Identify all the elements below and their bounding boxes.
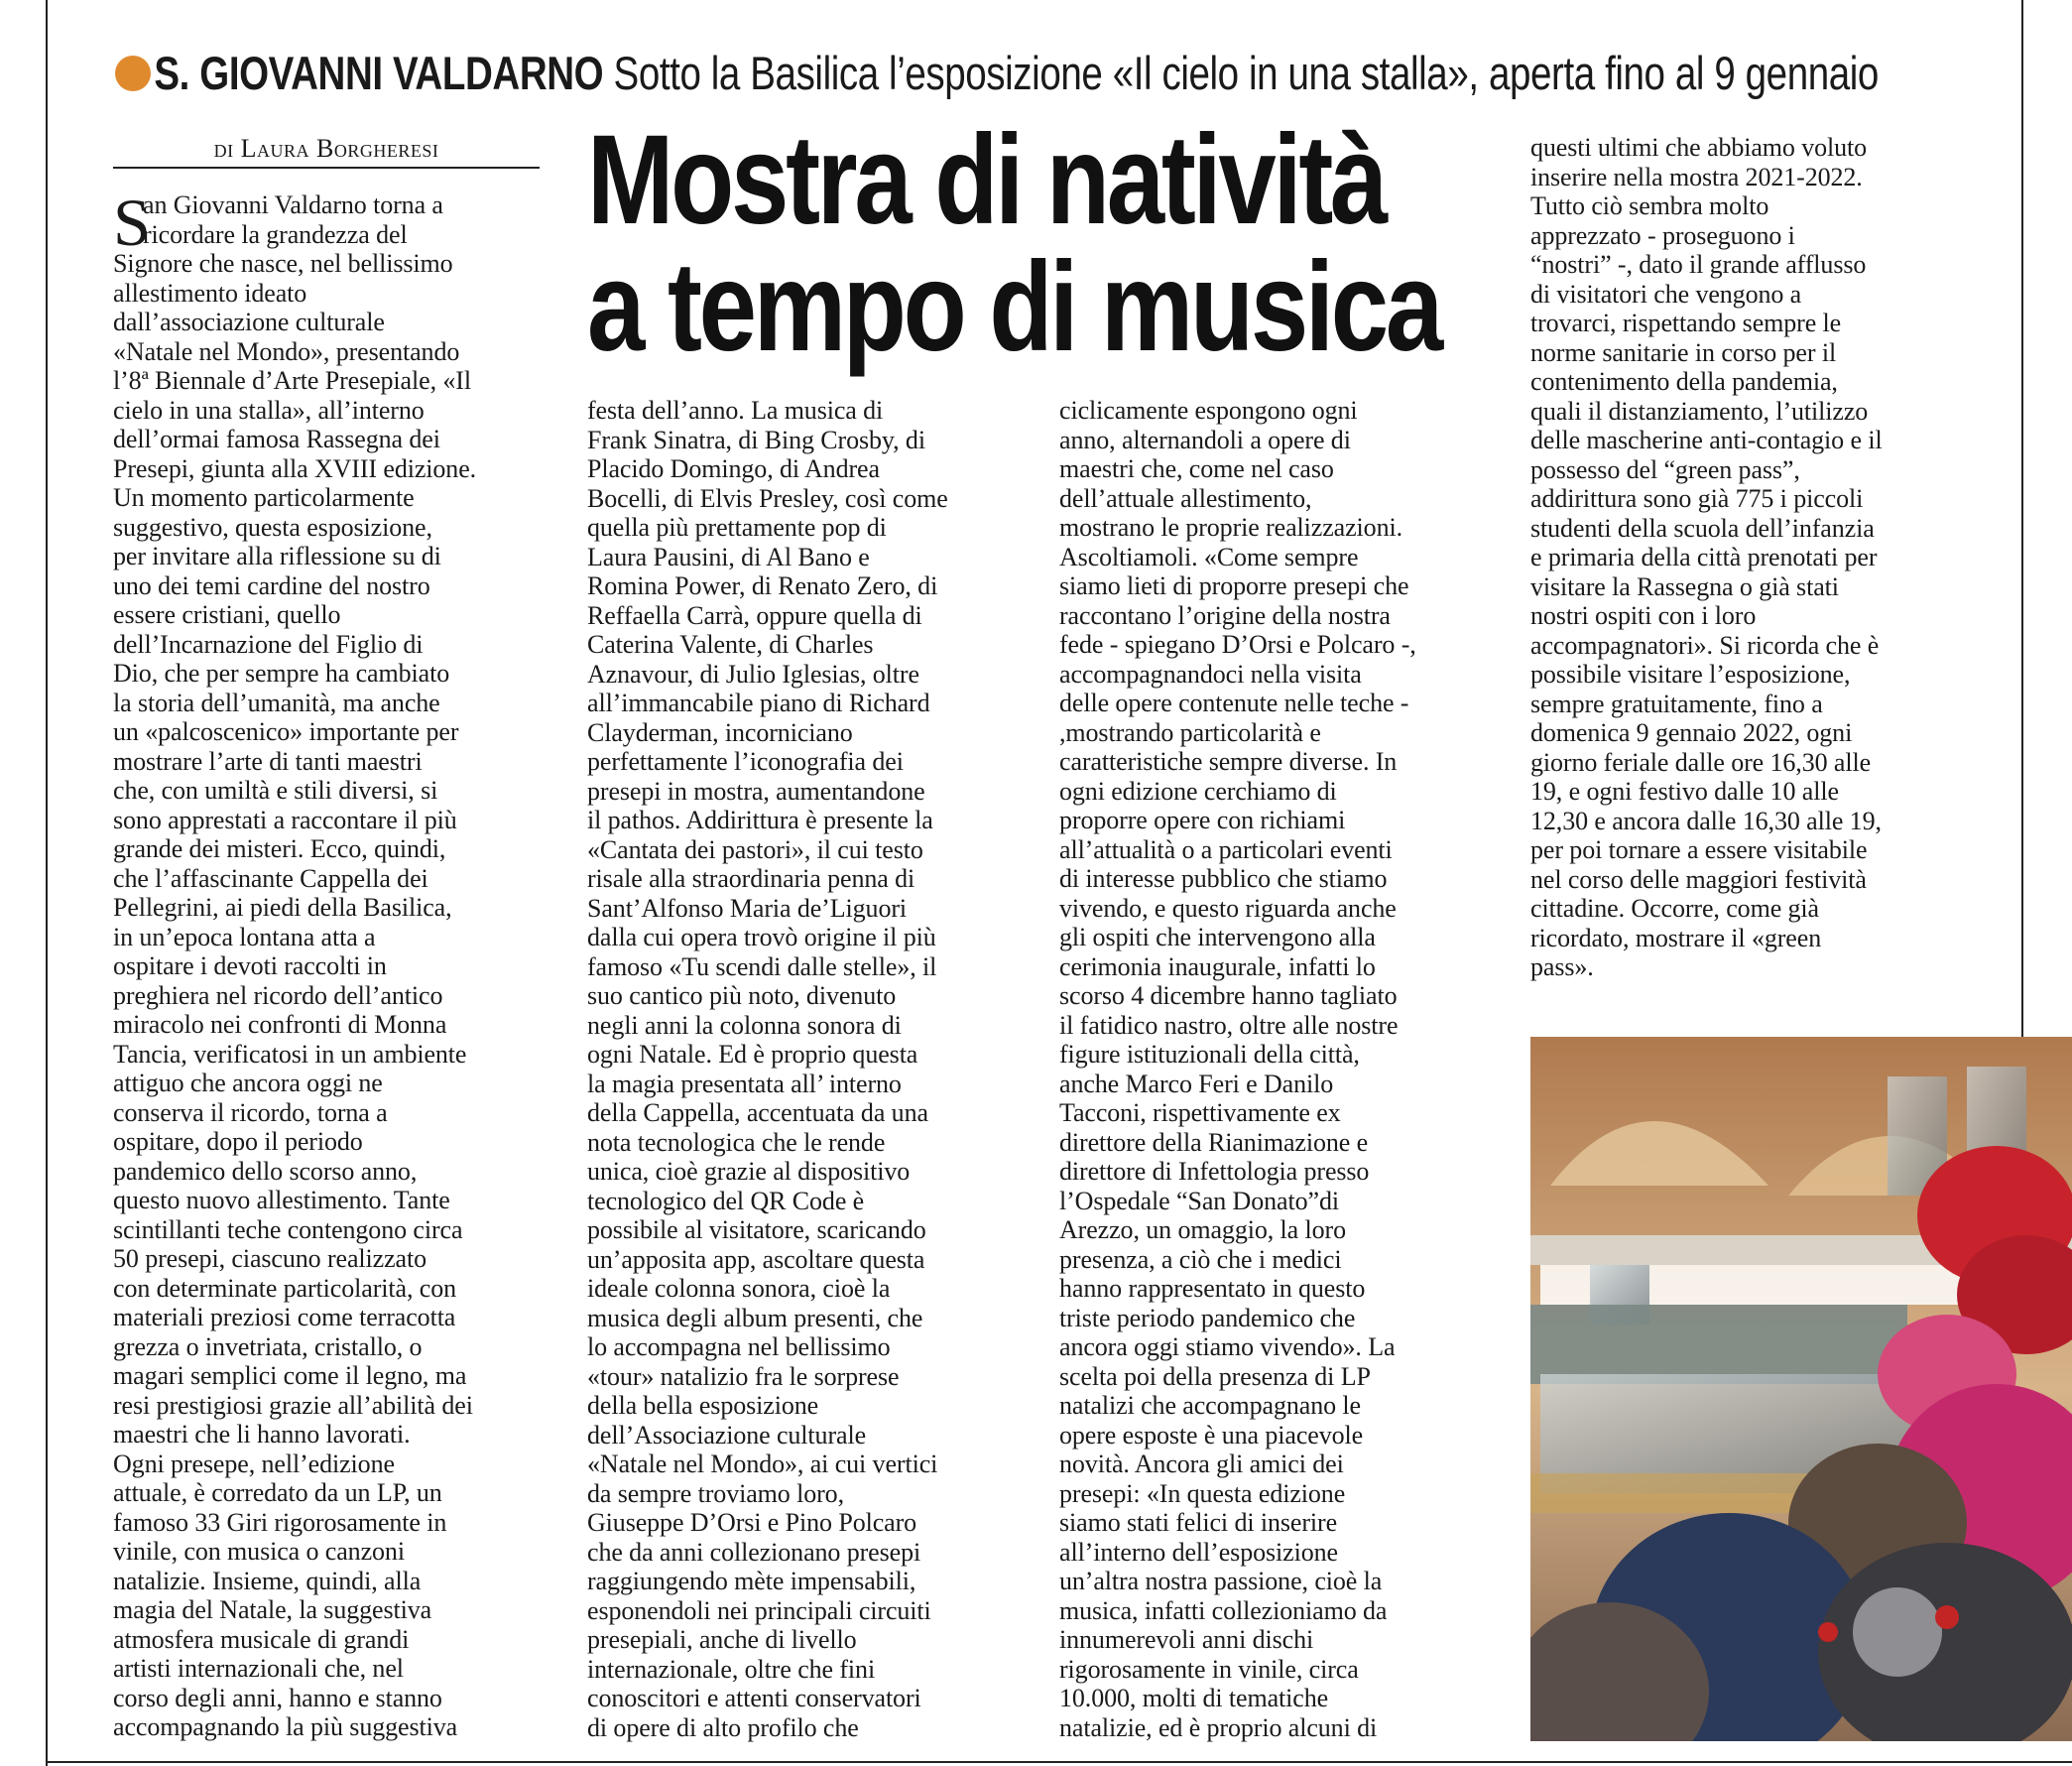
text-line: l’8ª Biennale d’Arte Presepiale, «Il bbox=[113, 366, 471, 395]
article-column-2 bbox=[587, 396, 948, 1742]
text-line: an Giovanni Valdarno torna a bbox=[143, 190, 443, 219]
text-line: cielo in una stalla», all’interno bbox=[113, 395, 425, 425]
text-line: siamo lieti di proporre presepi che bbox=[1059, 571, 1409, 600]
headline-line-1: Mostra di natività bbox=[587, 109, 1386, 251]
text-line: Bocelli, di Elvis Presley, così come bbox=[587, 483, 948, 513]
text-line: contenimento della pandemia, bbox=[1530, 367, 1838, 396]
text-line: rigorosamente in vinile, circa bbox=[1059, 1654, 1359, 1684]
text-line: presepi: «In questa edizione bbox=[1059, 1478, 1346, 1508]
text-line: Laura Pausini, di Al Bano e bbox=[587, 542, 870, 571]
text-line: «Natale nel Mondo», presentando bbox=[113, 336, 460, 366]
bottom-rule bbox=[46, 1761, 2072, 1763]
text-line: suggestivo, questa esposizione, bbox=[113, 512, 432, 542]
text-line: l’Ospedale “San Donato”di bbox=[1059, 1186, 1339, 1215]
text-line: dell’Incarnazione del Figlio di bbox=[113, 629, 424, 659]
text-line: visitare la Rassegna o già stati bbox=[1530, 571, 1839, 601]
text-line: corso degli anni, hanno e stanno bbox=[113, 1683, 442, 1712]
article-column-4 bbox=[1530, 133, 1883, 982]
text-line: nel corso delle maggiori festività bbox=[1530, 864, 1867, 894]
text-line: festa dell’anno. La musica di bbox=[587, 396, 884, 425]
text-line: ciclicamente espongono ogni bbox=[1059, 396, 1358, 425]
text-line: direttore della Rianimazione e bbox=[1059, 1127, 1369, 1157]
text-line: possibile al visitatore, scaricando bbox=[587, 1215, 926, 1244]
text-line: norme sanitarie in corso per il bbox=[1530, 337, 1837, 367]
text-line: allestimento ideato bbox=[113, 278, 307, 308]
text-line: Romina Power, di Renato Zero, di bbox=[587, 571, 938, 600]
text-line: accompagnando la più suggestiva bbox=[113, 1712, 458, 1741]
text-line: dell’Associazione culturale bbox=[587, 1420, 867, 1450]
photo-illustration bbox=[1530, 1037, 2072, 1741]
text-line: presepi in mostra, aumentandone bbox=[587, 776, 925, 806]
text-line: Arezzo, un omaggio, la loro bbox=[1059, 1215, 1346, 1244]
kicker-text: Sotto la Basilica l’esposizione «Il cielo in una stalla», aperta fino al 9 gennaio bbox=[613, 47, 1879, 99]
text-line: Un momento particolarmente bbox=[113, 483, 415, 512]
text-line: attiguo che ancora oggi ne bbox=[113, 1069, 383, 1097]
text-line: miracolo nei confronti di Monna bbox=[113, 1010, 447, 1039]
text-line: musica, infatti collezioniamo da bbox=[1059, 1595, 1388, 1625]
text-line: gli ospiti che intervengono alla bbox=[1059, 923, 1376, 951]
text-line: mostrano le proprie realizzazioni. bbox=[1059, 513, 1403, 542]
kicker-place: S. GIOVANNI VALDARNO bbox=[154, 47, 604, 99]
text-line: famoso 33 Giri rigorosamente in bbox=[113, 1507, 447, 1537]
text-line: cittadine. Occorre, come già bbox=[1530, 894, 1819, 923]
text-line: esponendoli nei principali circuiti bbox=[587, 1595, 931, 1625]
text-line: ricordato, mostrare il «green bbox=[1530, 923, 1822, 952]
text-line: ospitare i devoti raccolti in bbox=[113, 951, 387, 980]
text-line: anno, alternandoli a opere di bbox=[1059, 425, 1351, 454]
text-line: triste periodo pandemico che bbox=[1059, 1303, 1356, 1332]
text-line: Pellegrini, ai piedi della Basilica, bbox=[113, 893, 452, 922]
text-line: scintillanti teche contengono circa bbox=[113, 1214, 463, 1244]
text-line: presepiali, anche di livello bbox=[587, 1625, 857, 1654]
text-line: 19, e ogni festivo dalle 10 alle bbox=[1530, 777, 1839, 806]
text-line: vinile, con musica o canzoni bbox=[113, 1537, 405, 1566]
right-column-rule bbox=[2021, 0, 2023, 1040]
text-line: conserva il ricordo, torna a bbox=[113, 1097, 388, 1127]
text-line: dalla cui opera trovò origine il più bbox=[587, 923, 936, 951]
text-line: delle opere contenute nelle teche - bbox=[1059, 689, 1409, 717]
byline-rule bbox=[113, 167, 540, 169]
text-line: Ogni presepe, nell’edizione bbox=[113, 1449, 395, 1478]
text-line: preghiera nel ricordo dell’antico bbox=[113, 980, 443, 1010]
text-line: attuale, è corredato da un LP, un bbox=[113, 1478, 442, 1507]
text-line: Clayderman, incorniciano bbox=[587, 717, 853, 747]
headline bbox=[587, 109, 1440, 378]
text-line: novità. Ancora gli amici dei bbox=[1059, 1450, 1344, 1478]
text-line: di interesse pubblico che stiamo bbox=[1059, 864, 1388, 893]
text-line: siamo stati felici di inserire bbox=[1059, 1508, 1338, 1537]
text-line: Placido Domingo, di Andrea bbox=[587, 454, 880, 483]
text-line: uno dei temi cardine del nostro bbox=[113, 570, 430, 600]
text-line: inserire nella mostra 2021-2022. bbox=[1530, 162, 1863, 191]
text-line: studenti della scuola dell’infanzia bbox=[1530, 513, 1875, 543]
text-line: magari semplici come il legno, ma bbox=[113, 1361, 467, 1390]
text-line: atmosfera musicale di grandi bbox=[113, 1624, 410, 1654]
text-line: hanno rappresentato in questo bbox=[1059, 1274, 1366, 1303]
text-line: Ascoltiamoli. «Come sempre bbox=[1059, 542, 1359, 571]
text-line: delle mascherine anti-contagio e il bbox=[1530, 426, 1883, 454]
text-line: Reffaella Carrà, oppure quella di bbox=[587, 600, 922, 630]
text-line: “nostri” -, dato il grande afflusso bbox=[1530, 250, 1867, 279]
text-line: il fatidico nastro, oltre alle nostre bbox=[1059, 1010, 1399, 1040]
text-line: innumerevoli anni dischi bbox=[1059, 1625, 1314, 1654]
text-line: con determinate particolarità, con bbox=[113, 1273, 456, 1303]
text-line: il pathos. Addirittura è presente la bbox=[587, 806, 933, 834]
text-line: possibile visitare l’esposizione, bbox=[1530, 660, 1851, 689]
text-line: magia del Natale, la suggestiva bbox=[113, 1595, 432, 1624]
text-line: resi prestigiosi grazie all’abilità dei bbox=[113, 1390, 473, 1420]
text-line: musica degli album presenti, che bbox=[587, 1303, 923, 1332]
text-line: «Cantata dei pastori», il cui testo bbox=[587, 834, 923, 864]
text-line: raggiungendo mète impensabili, bbox=[587, 1567, 916, 1595]
text-line: mostrare l’arte di tanti maestri bbox=[113, 746, 423, 776]
text-line: dall’associazione culturale bbox=[113, 308, 385, 336]
text-line: della Cappella, accentuata da una bbox=[587, 1098, 928, 1127]
text-line: essere cristiani, quello bbox=[113, 600, 341, 629]
text-line: natalizi che accompagnano le bbox=[1059, 1391, 1361, 1420]
text-line: fede - spiegano D’Orsi e Polcaro -, bbox=[1059, 630, 1416, 659]
text-line: la magia presentata all’ interno bbox=[587, 1069, 902, 1098]
text-line: scelta poi della presenza di LP bbox=[1059, 1361, 1371, 1391]
text-line: all’immancabile piano di Richard bbox=[587, 689, 930, 717]
text-line: natalizie. Insieme, quindi, alla bbox=[113, 1566, 422, 1595]
text-line: di visitatori che vengono a bbox=[1530, 279, 1802, 309]
text-line: in un’epoca lontana atta a bbox=[113, 922, 376, 951]
text-line: sempre gratuitamente, fino a bbox=[1530, 689, 1823, 718]
text-line: questi ultimi che abbiamo voluto bbox=[1530, 133, 1868, 162]
text-line: la storia dell’umanità, ma anche bbox=[113, 688, 440, 717]
text-line: per poi tornare a essere visitabile bbox=[1530, 835, 1868, 864]
text-line: che, con umiltà e stili diversi, si bbox=[113, 776, 438, 805]
text-line: Tacconi, rispettivamente ex bbox=[1059, 1098, 1341, 1127]
text-line: addirittura sono già 775 i piccoli bbox=[1530, 484, 1864, 513]
text-line: apprezzato - proseguono i bbox=[1530, 220, 1795, 250]
text-line: Tutto ciò sembra molto bbox=[1530, 191, 1769, 220]
text-line: un «palcoscenico» importante per bbox=[113, 717, 459, 746]
article-column-1 bbox=[113, 185, 477, 1742]
text-line: Aznavour, di Julio Iglesias, oltre bbox=[587, 659, 919, 689]
text-line: grande dei misteri. Ecco, quindi, bbox=[113, 834, 446, 863]
text-line: artisti internazionali che, nel bbox=[113, 1654, 404, 1683]
text-line: Giuseppe D’Orsi e Pino Polcaro bbox=[587, 1508, 917, 1537]
text-line: opere esposte è una piacevole bbox=[1059, 1420, 1364, 1450]
text-line: tecnologico del QR Code è bbox=[587, 1186, 865, 1215]
text-line: maestri che li hanno lavorati. bbox=[113, 1420, 411, 1449]
text-line: Sant’Alfonso Maria de’Liguori bbox=[587, 893, 908, 923]
text-line: da sempre troviamo loro, bbox=[587, 1478, 844, 1508]
text-line: suo cantico più noto, divenuto bbox=[587, 981, 897, 1010]
text-line: Tancia, verificatosi in un ambiente bbox=[113, 1039, 467, 1069]
text-line: «Natale nel Mondo», ai cui vertici bbox=[587, 1450, 938, 1478]
text-line: dell’ormai famosa Rassegna dei bbox=[113, 425, 440, 453]
text-line: un’apposita app, ascoltare questa bbox=[587, 1244, 925, 1274]
text-line: scorso 4 dicembre hanno tagliato bbox=[1059, 981, 1398, 1010]
text-line: un’altra nostra passione, cioè la bbox=[1059, 1567, 1383, 1595]
text-line: sono apprestati a raccontare il più bbox=[113, 805, 457, 834]
text-line: Dio, che per sempre ha cambiato bbox=[113, 659, 450, 688]
text-line: nota tecnologica che le rende bbox=[587, 1127, 886, 1157]
text-line: conoscitori e attenti conservatori bbox=[587, 1684, 921, 1712]
text-line: 10.000, molti di tematiche bbox=[1059, 1684, 1329, 1712]
text-line: natalizie, ed è proprio alcuni di bbox=[1059, 1712, 1378, 1742]
text-line: quella più prettamente pop di bbox=[587, 513, 887, 542]
text-line: «tour» natalizio fra le sorprese bbox=[587, 1361, 900, 1391]
text-line: ricordare la grandezza del bbox=[143, 219, 408, 249]
text-line: dell’attuale allestimento, bbox=[1059, 483, 1312, 513]
text-line: presenza, a ciò che i medici bbox=[1059, 1244, 1342, 1274]
text-line: domenica 9 gennaio 2022, ogni bbox=[1530, 718, 1853, 747]
text-line: Presepi, giunta alla XVIII edizione. bbox=[113, 453, 477, 483]
text-line: risale alla straordinaria penna di bbox=[587, 864, 915, 893]
text-line: all’interno dell’esposizione bbox=[1059, 1537, 1338, 1567]
text-line: famoso «Tu scendi dalle stelle», il bbox=[587, 951, 937, 981]
text-line: nostri ospiti con i loro bbox=[1530, 601, 1757, 630]
text-line: unica, cioè grazie al dispositivo bbox=[587, 1157, 911, 1186]
text-line: perfettamente l’iconografia dei bbox=[587, 747, 904, 776]
byline: di Laura Borgheresi bbox=[213, 134, 439, 163]
text-line: pass». bbox=[1530, 952, 1594, 981]
left-column-rule bbox=[46, 0, 48, 1766]
text-line: per invitare alla riflessione su di bbox=[113, 542, 441, 570]
text-line: 50 presepi, ciascuno realizzato bbox=[113, 1244, 427, 1273]
text-line: che l’affascinante Cappella dei bbox=[113, 863, 428, 893]
text-line: possesso del “green pass”, bbox=[1530, 454, 1800, 484]
text-line: raccontano l’origine della nostra bbox=[1059, 600, 1391, 630]
text-line: Caterina Valente, di Charles bbox=[587, 630, 874, 659]
text-line: questo nuovo allestimento. Tante bbox=[113, 1186, 450, 1214]
text-line: ogni Natale. Ed è proprio questa bbox=[587, 1040, 918, 1069]
text-line: trovarci, rispettando sempre le bbox=[1530, 309, 1842, 337]
text-line: accompagnatori». Si ricorda che è bbox=[1530, 630, 1880, 660]
text-line: anche Marco Feri e Danilo bbox=[1059, 1069, 1334, 1098]
text-line: ,mostrando particolarità e bbox=[1059, 717, 1321, 747]
text-line: ancora oggi stiamo vivendo». La bbox=[1059, 1332, 1396, 1361]
article-photo bbox=[1530, 1037, 2072, 1741]
text-line: ideale colonna sonora, cioè la bbox=[587, 1274, 891, 1303]
text-line: cerimonia inaugurale, infatti lo bbox=[1059, 951, 1376, 981]
text-line: ospitare, dopo il periodo bbox=[113, 1127, 363, 1156]
text-line: negli anni la colonna sonora di bbox=[587, 1010, 902, 1040]
text-line: direttore di Infettologia presso bbox=[1059, 1157, 1370, 1186]
text-line: materiali preziosi come terracotta bbox=[113, 1303, 456, 1331]
drop-cap: S bbox=[113, 185, 151, 260]
text-line: figure istituzionali della città, bbox=[1059, 1040, 1360, 1069]
text-line: giorno feriale dalle ore 16,30 alle bbox=[1530, 747, 1872, 777]
text-line: maestri che, come nel caso bbox=[1059, 454, 1334, 483]
text-line: proporre opere con richiami bbox=[1059, 806, 1346, 834]
text-line: quali il distanziamento, l’utilizzo bbox=[1530, 396, 1869, 426]
text-line: di opere di alto profilo che bbox=[587, 1712, 859, 1742]
article-column-3 bbox=[1059, 396, 1416, 1742]
text-line: accompagnandoci nella visita bbox=[1059, 659, 1362, 689]
text-line: lo accompagna nel bellissimo bbox=[587, 1332, 891, 1361]
text-line: Signore che nasce, nel bellissimo bbox=[113, 249, 453, 278]
text-line: 12,30 e ancora dalle 16,30 alle 19, bbox=[1530, 806, 1882, 835]
bullet-dot-icon bbox=[115, 56, 151, 91]
text-line: che da anni collezionano presepi bbox=[587, 1537, 921, 1567]
text-line: ogni edizione cerchiamo di bbox=[1059, 776, 1337, 806]
text-line: caratteristiche sempre diverse. In bbox=[1059, 747, 1398, 776]
headline-line-2: a tempo di musica bbox=[587, 236, 1440, 378]
text-line: all’attualità o a particolari eventi bbox=[1059, 834, 1393, 864]
text-line: grezza o invetriata, cristallo, o bbox=[113, 1331, 423, 1361]
text-line: Frank Sinatra, di Bing Crosby, di bbox=[587, 425, 925, 454]
text-line: e primaria della città prenotati per bbox=[1530, 543, 1878, 571]
text-line: pandemico dello scorso anno, bbox=[113, 1156, 418, 1186]
text-line: vivendo, e questo riguarda anche bbox=[1059, 893, 1397, 923]
text-line: della bella esposizione bbox=[587, 1391, 819, 1420]
text-line: internazionale, oltre che fini bbox=[587, 1654, 876, 1684]
